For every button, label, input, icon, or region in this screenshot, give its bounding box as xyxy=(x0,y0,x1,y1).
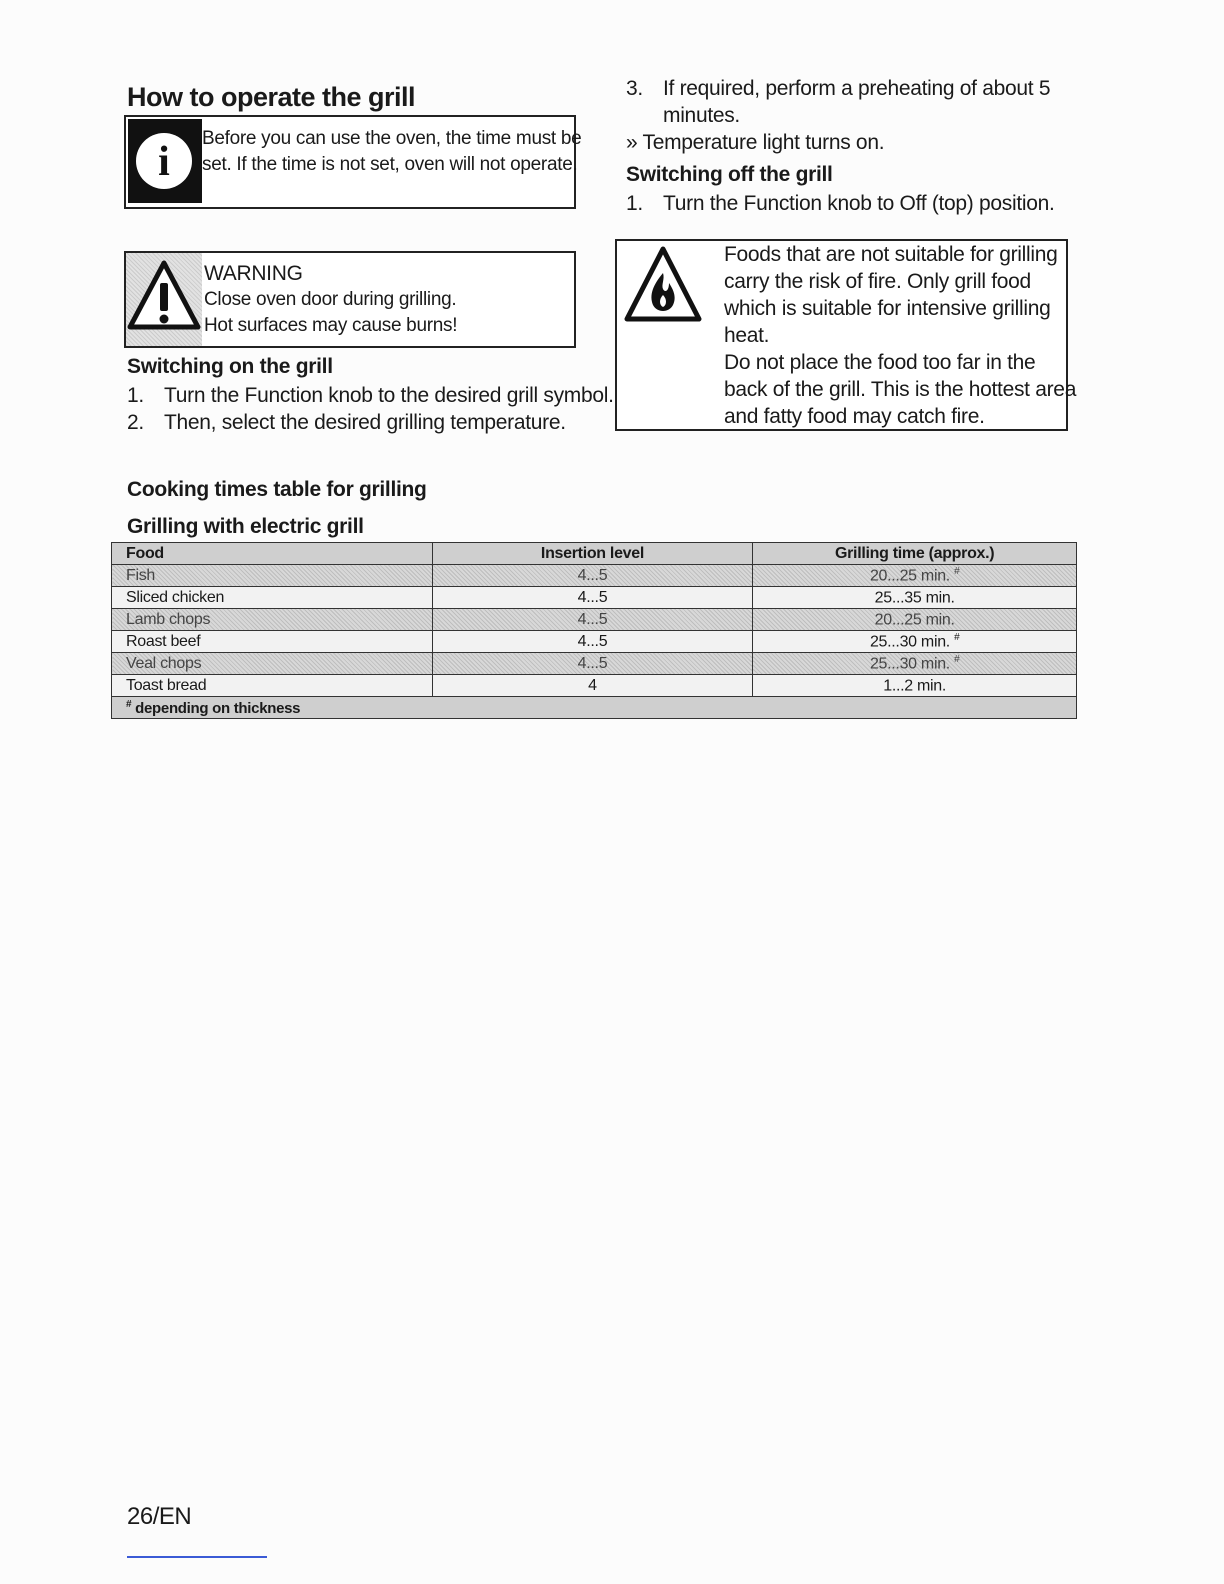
table-row: Lamb chops 4...5 20...25 min. xyxy=(112,609,1077,631)
list-item: 1. Turn the Function knob to the desired grill symbol. xyxy=(127,384,614,407)
list-item: 1. Turn the Function knob to Off (top) position. xyxy=(626,192,1055,215)
step-result: » Temperature light turns on. xyxy=(626,131,885,154)
fire-note-line: Do not place the food too far in the xyxy=(724,351,1036,374)
fire-note-line: back of the grill. This is the hottest area xyxy=(724,378,1077,401)
info-note-box xyxy=(124,115,582,209)
info-icon: i xyxy=(128,119,202,203)
warning-line: Close oven door during grilling. xyxy=(204,289,457,310)
info-note-line: Before you can use the oven, the time must be xyxy=(202,128,582,149)
fire-note-line: heat. xyxy=(724,324,770,347)
warning-box xyxy=(124,251,576,348)
table-subheading: Grilling with electric grill xyxy=(127,515,364,538)
warning-heading: WARNING xyxy=(204,262,303,285)
fire-note-line: Foods that are not suitable for grilling xyxy=(724,243,1058,266)
fire-warning-box xyxy=(615,239,1077,431)
warning-line: Hot surfaces may cause burns! xyxy=(204,315,458,336)
fire-note-line: carry the risk of fire. Only grill food xyxy=(724,270,1031,293)
table-footnote: depending on thickness xyxy=(131,699,301,717)
warning-icon xyxy=(126,253,202,346)
table-row: Veal chops 4...5 25...30 min. # xyxy=(112,653,1077,675)
footer-rule xyxy=(127,1556,267,1558)
page-title: How to operate the grill xyxy=(127,82,416,112)
fire-note-line: which is suitable for intensive grilling xyxy=(724,297,1051,320)
column-header: Insertion level xyxy=(432,543,753,565)
table-heading: Cooking times table for grilling xyxy=(127,478,427,501)
table-row: Sliced chicken 4...5 25...35 min. xyxy=(112,587,1077,609)
column-header: Food xyxy=(112,543,433,565)
grilling-times-table xyxy=(111,542,1077,719)
fire-note-line: and fatty food may catch fire. xyxy=(724,405,985,428)
table-header-row xyxy=(112,543,1077,565)
switch-on-heading: Switching on the grill xyxy=(127,355,333,378)
table-row: Roast beef 4...5 25...30 min. # xyxy=(112,631,1077,653)
table-row: Toast bread 4 1...2 min. xyxy=(112,675,1077,697)
switch-on-steps xyxy=(127,382,614,436)
table-footnote-row: # depending on thickness xyxy=(112,697,1077,719)
info-note-line: set. If the time is not set, oven will not operate. xyxy=(202,154,578,175)
table-row: Fish 4...5 20...25 min. # xyxy=(112,565,1077,587)
step-3: 3. If required, perform a preheating of about 5 minutes. » Temperature light turns on. xyxy=(626,77,1051,154)
page-number: 26/EN xyxy=(127,1503,192,1530)
switch-off-heading: Switching off the grill xyxy=(626,163,833,186)
fire-hazard-icon xyxy=(623,243,703,334)
list-item: 2. Then, select the desired grilling temperature. xyxy=(127,411,566,434)
column-header: Grilling time (approx.) xyxy=(753,543,1077,565)
